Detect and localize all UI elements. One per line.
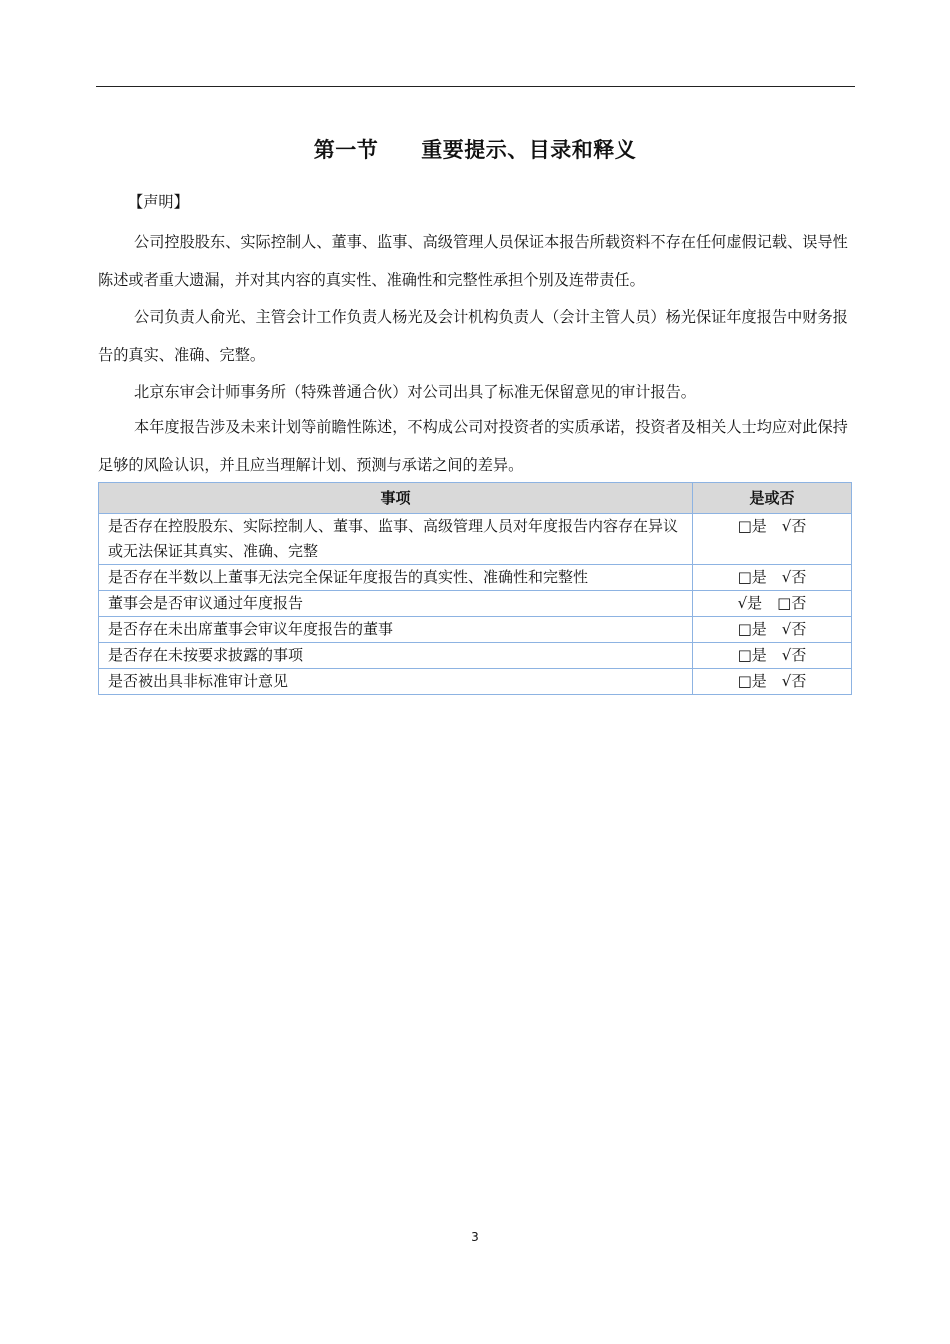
table-cell-item: 是否被出具非标准审计意见 (99, 669, 693, 695)
paragraph-forward-looking: 本年度报告涉及未来计划等前瞻性陈述，不构成公司对投资者的实质承诺，投资者及相关人士均应对此保持足够的风险认识，并且应当理解计划、预测与承诺之间的差异。 (98, 418, 848, 474)
table-cell-answer: □是 √否 (693, 514, 852, 565)
table-row (99, 565, 852, 591)
paragraph-financial-guarantee: 公司负责人俞光、主管会计工作负责人杨光及会计机构负责人（会计主管人员）杨光保证年度报告中财务报告的真实、准确、完整。 (98, 308, 848, 364)
table-cell-item: 是否存在未出席董事会审议年度报告的董事 (99, 617, 693, 643)
table-row (99, 669, 852, 695)
page-number: 3 (471, 1230, 479, 1244)
table-row (99, 643, 852, 669)
section-title: 第一节 重要提示、目录和释义 (313, 138, 637, 162)
paragraph-responsibility: 公司控股股东、实际控制人、董事、监事、高级管理人员保证本报告所载资料不存在任何虚假记载、误导性陈述或者重大遗漏，并对其内容的真实性、准确性和完整性承担个别及连带责任。 (98, 233, 848, 289)
column-header-answer: 是或否 (693, 483, 852, 514)
table-cell-item: 是否存在半数以上董事无法完全保证年度报告的真实性、准确性和完整性 (99, 565, 693, 591)
table-cell-answer: √是 □否 (693, 591, 852, 617)
confirmation-table (98, 482, 852, 695)
table-row (99, 617, 852, 643)
table-cell-answer: □是 √否 (693, 565, 852, 591)
table-header-row (99, 483, 852, 514)
table-cell-answer: □是 √否 (693, 669, 852, 695)
table-cell-item: 是否存在未按要求披露的事项 (99, 643, 693, 669)
table-cell-answer: □是 √否 (693, 643, 852, 669)
paragraph-audit-opinion: 北京东审会计师事务所（特殊普通合伙）对公司出具了标准无保留意见的审计报告。 (134, 383, 696, 401)
declaration-label: 【声明】 (128, 193, 189, 211)
header-rule (96, 86, 855, 87)
table-row (99, 591, 852, 617)
table-cell-answer: □是 √否 (693, 617, 852, 643)
column-header-item: 事项 (99, 483, 693, 514)
table-cell-item: 董事会是否审议通过年度报告 (99, 591, 693, 617)
table-cell-item: 是否存在控股股东、实际控制人、董事、监事、高级管理人员对年度报告内容存在异议或无法保证其真实、准确、完整 (99, 514, 693, 565)
table-row (99, 514, 852, 565)
